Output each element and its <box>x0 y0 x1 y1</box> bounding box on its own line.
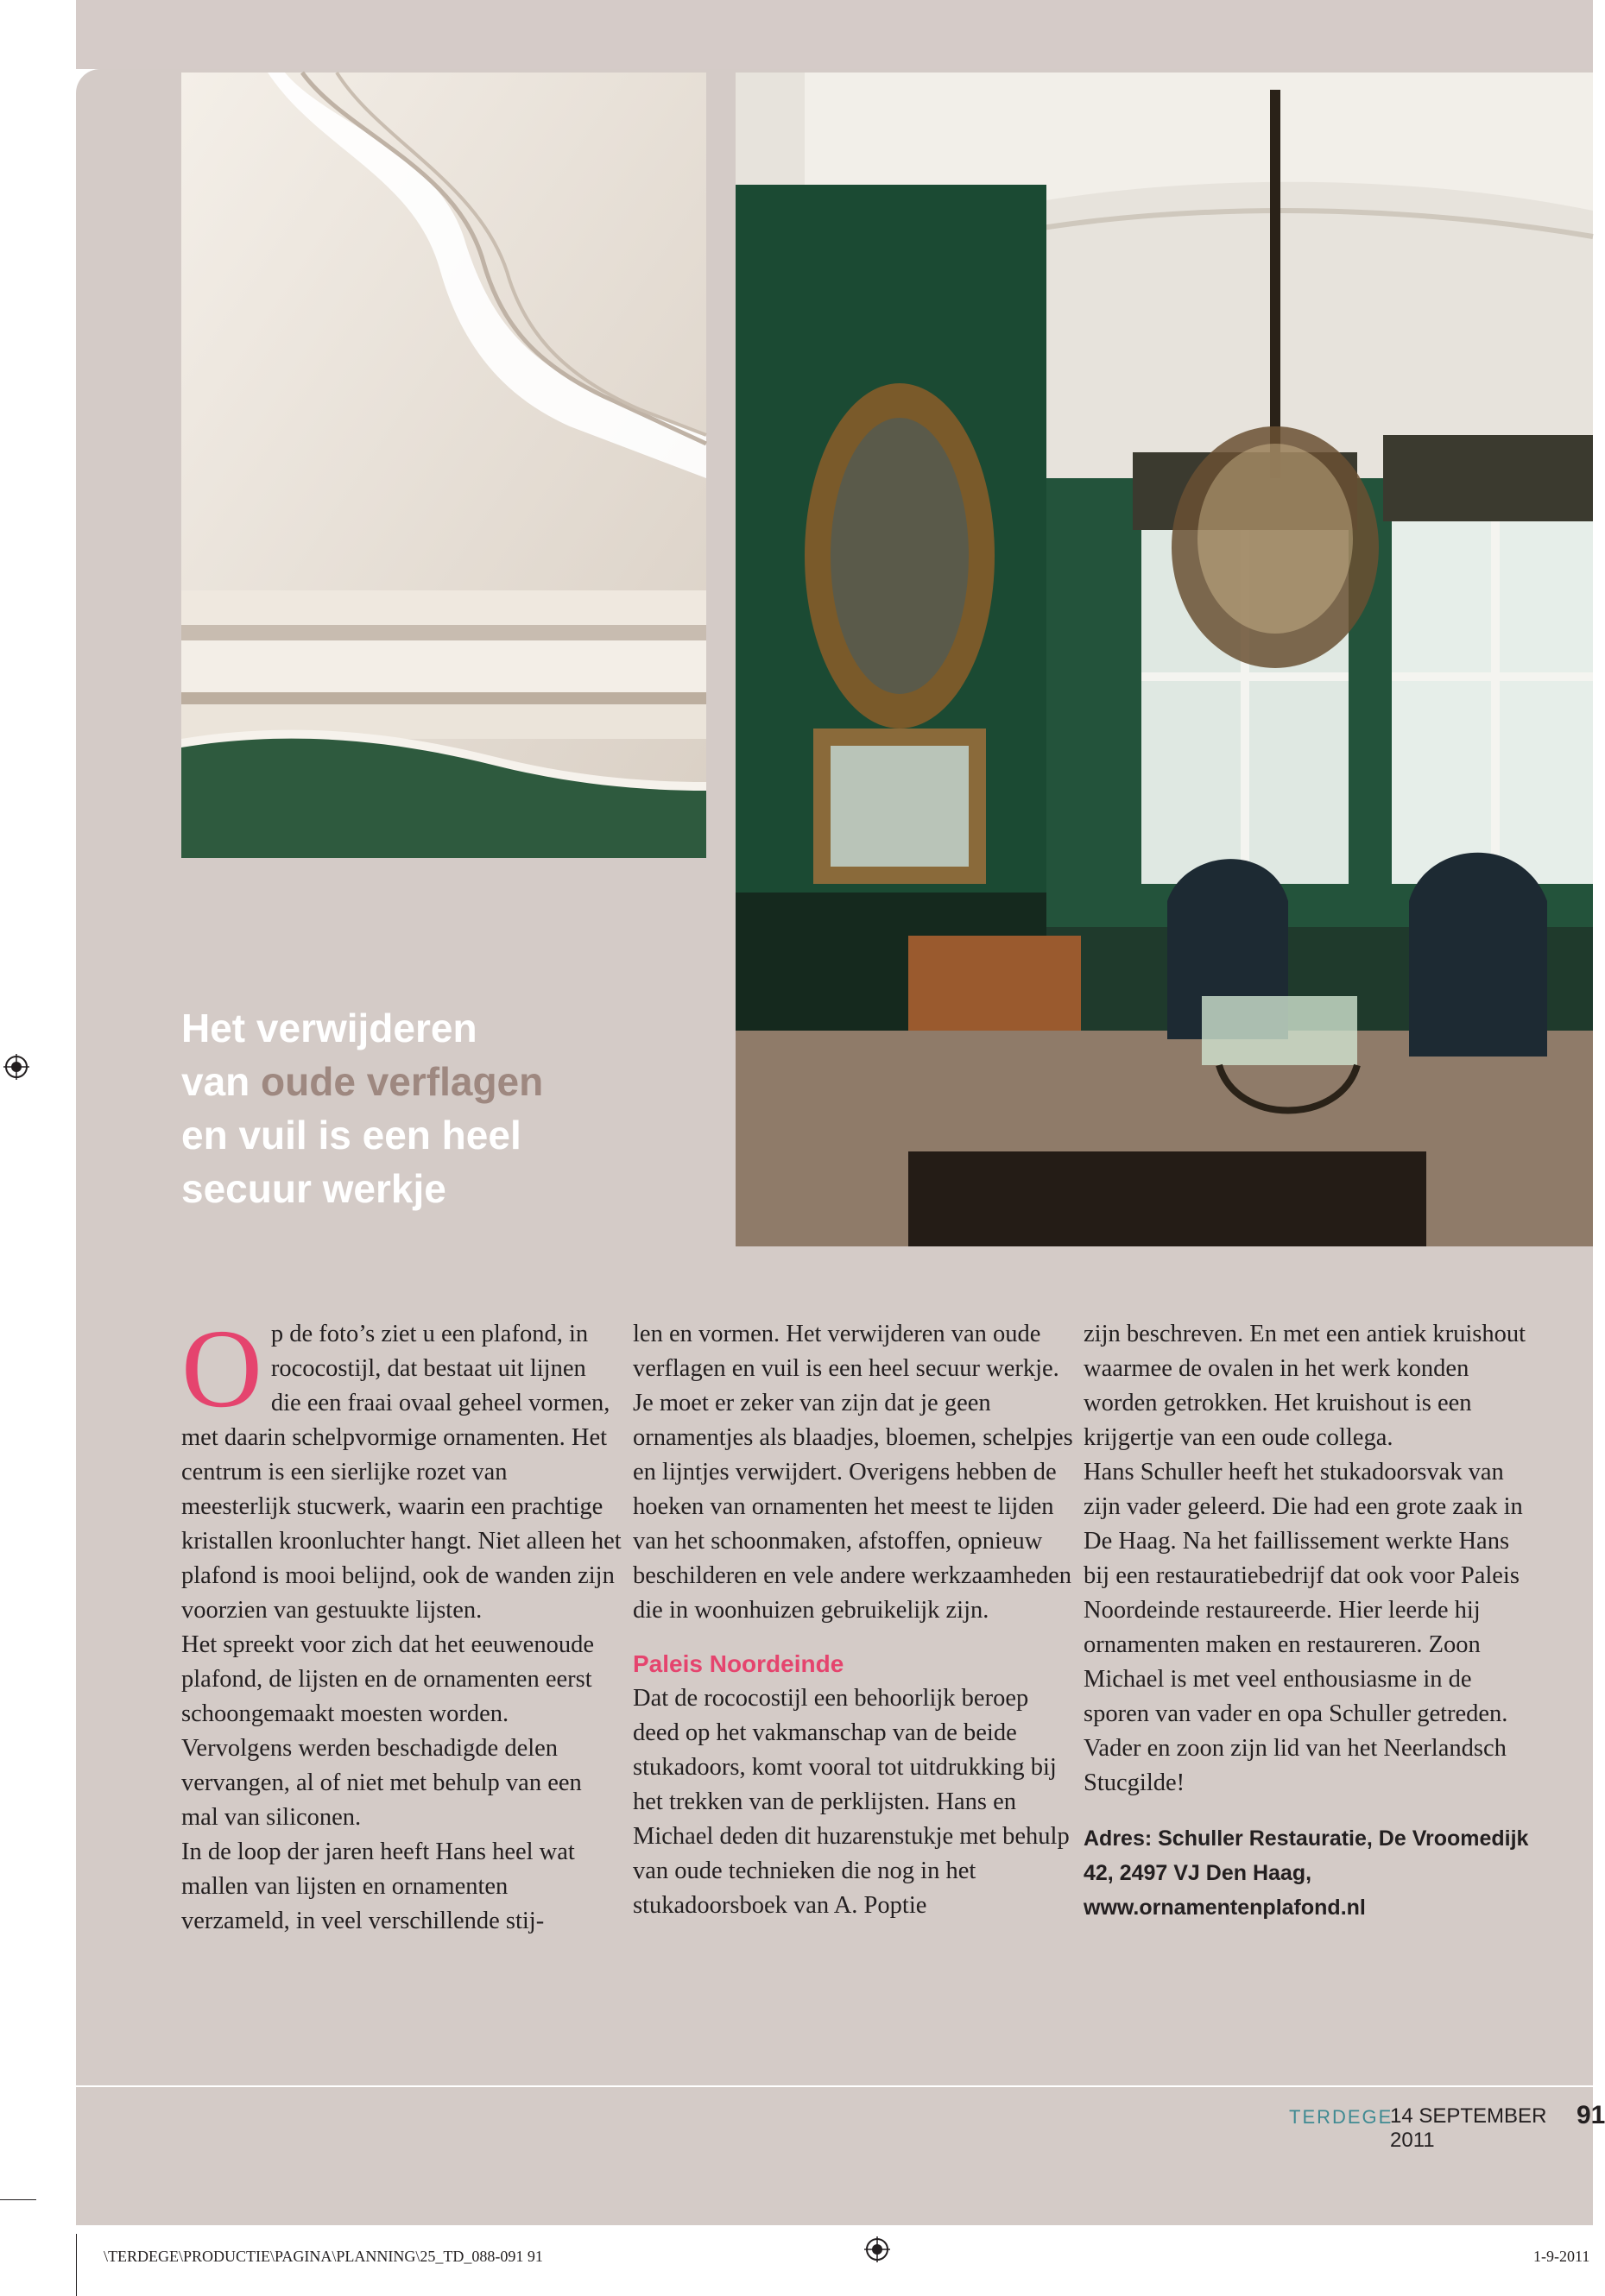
article-column-3 <box>1084 1317 1532 1925</box>
paragraph: In de loop der jaren heeft Hans heel wat mallen van lijsten en ornamenten verzameld, in veel verschillende stij- <box>181 1839 575 1934</box>
crop-mark <box>76 2234 77 2296</box>
headline-line-3: en vuil is een heel <box>181 1113 521 1157</box>
pull-quote-headline <box>181 1001 648 1215</box>
paragraph: len en vormen. Het verwijderen van oude verflagen en vuil is een heel secuur werkje. Je moet er zeker van zijn dat je geen ornamentjes als blaadjes, bloemen, schelpjes en lijntjes verwijdert. Overigens hebben de hoeken van ornamenten het meest te lijden van het schoonmaken, afstoffen, opnieuw beschilderen en vele andere werkzaamheden die in woonhuizen gebruikelijk zijn. <box>633 1321 1073 1624</box>
footer-rule <box>76 2085 1593 2087</box>
subheading: Paleis Noordeinde <box>633 1650 844 1677</box>
ceiling-detail-photo <box>181 73 706 858</box>
crop-mark <box>0 2199 36 2200</box>
interior-room-photo <box>736 73 1593 1246</box>
top-margin <box>0 0 1593 69</box>
paragraph: Het spreekt voor zich dat het eeuwenoude plafond, de lijsten en de ornamenten eerst schoongemaakt moesten worden. Vervolgens werden beschadigde delen vervangen, al of niet met behulp van een mal van siliconen. <box>181 1631 594 1831</box>
print-slug-date: 1-9-2011 <box>1533 2248 1590 2265</box>
page-number: 91 <box>1577 2101 1605 2129</box>
headline-line-2-lead: van <box>181 1059 262 1104</box>
paragraph: Dat de rococostijl een behoorlijk beroep deed op het vakmanschap van de beide stukadoors, komt vooral tot uitdrukking bij het trekken van de perklijsten. Hans en Michael deden dit huzarenstukje met behulp van oude technieken die nog in het stukadoorsboek van A. Poptie <box>633 1685 1070 1919</box>
paragraph: Hans Schuller heeft het stukadoorsvak van zijn vader geleerd. Die had een grote zaak in De Haag. Na het faillissement werkte Hans bij een restauratiebedrijf dat ook voor Paleis Noordeinde restaureerde. Hier leerde hij ornamenten maken en restaureren. Zoon Michael is met veel enthousiasme in de sporen van vader en opa Schuller getreden. Vader en zoon zijn lid van het Neerlandsch Stucgilde! <box>1084 1459 1523 1796</box>
paragraph: zijn beschreven. En met een antiek kruishout waarmee de ovalen in het werk konden worden getrokken. Het kruishout is een krijgertje van een oude collega. <box>1084 1321 1526 1451</box>
headline-highlight: oude verflagen <box>261 1059 544 1104</box>
print-slug-path: \TERDEGE\PRODUCTIE\PAGINA\PLANNING\25_TD_088-091 91 <box>104 2248 543 2265</box>
headline-line-1: Het verwijderen <box>181 1006 477 1050</box>
drop-cap: O <box>181 1307 262 1431</box>
article-column-2 <box>633 1317 1073 1923</box>
address-block: Adres: Schuller Restauratie, De Vroomedijk 42, 2497 VJ Den Haag, www.ornamentenplafond.nl <box>1084 1826 1529 1920</box>
paragraph: p de foto’s ziet u een plafond, in rococostijl, dat bestaat uit lijnen die een fraai ovaal geheel vormen, met daarin schelpvormige ornamenten. Het centrum is een sierlijke rozet van meesterlijk stucwerk, waarin een prachtige kristallen kroonluchter hangt. Niet alleen het plafond is mooi belijnd, ook de wanden zijn voorzien van gestuukte lijsten. <box>181 1321 622 1624</box>
left-margin <box>0 0 76 2296</box>
registration-mark-icon <box>864 2236 890 2262</box>
registration-mark-icon <box>3 1054 29 1080</box>
issue-date: 14 SEPTEMBER 2011 <box>1390 2104 1547 2152</box>
article-column-1 <box>181 1307 622 1939</box>
magazine-brand: TERDEGE <box>1289 2106 1393 2128</box>
headline-line-4: secuur werkje <box>181 1166 446 1211</box>
